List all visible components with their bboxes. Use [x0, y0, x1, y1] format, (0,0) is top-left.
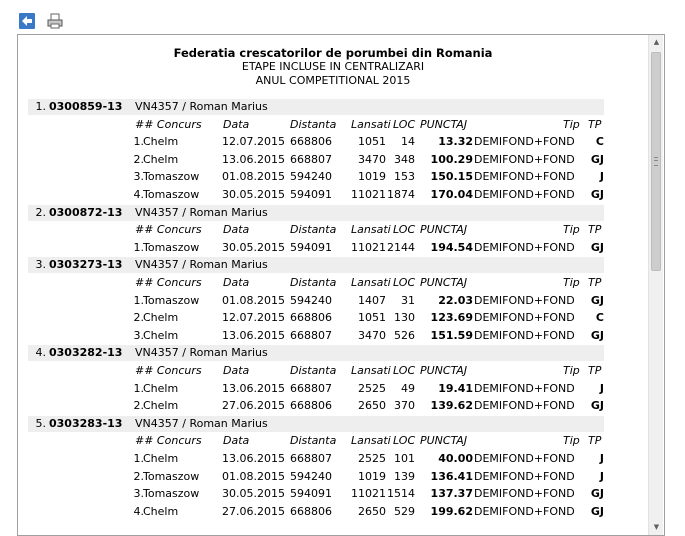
- column-header-type: Tip: [563, 434, 580, 448]
- race-nr: 2.: [133, 469, 144, 483]
- column-header-date: Data: [223, 223, 250, 237]
- race-score: 123.69: [430, 311, 473, 325]
- race-date: 27.06.2015: [222, 399, 285, 413]
- pigeon-ring: 0303273-13: [49, 258, 123, 272]
- pigeon-ring: 0300872-13: [49, 205, 123, 219]
- back-arrow-icon[interactable]: [18, 12, 36, 30]
- race-released: 11021: [351, 240, 386, 254]
- race-released: 1051: [358, 135, 386, 149]
- race-tp: C: [595, 311, 604, 325]
- race-score: 137.37: [430, 487, 473, 501]
- race-distance: 594091: [290, 188, 332, 201]
- race-tp: GJ: [590, 487, 604, 501]
- race-nr: 1.: [133, 240, 144, 254]
- race-type: DEMIFOND+FOND: [474, 381, 575, 395]
- race-concurs: Tomaszow: [143, 170, 200, 184]
- race-nr: 2.: [133, 399, 144, 413]
- race-date: 12.07.2015: [222, 311, 285, 325]
- pigeon-ring: 0300859-13: [49, 100, 123, 113]
- column-header-score: PUNCTAJ: [420, 276, 468, 289]
- pigeon-owner: VN4357 / Roman Marius: [135, 100, 268, 113]
- race-released: 1019: [358, 170, 386, 184]
- column-header-distance: Distanta: [290, 276, 337, 289]
- column-header-date: Data: [223, 276, 250, 289]
- race-released: 11021: [351, 487, 386, 501]
- race-tp: GJ: [590, 328, 604, 342]
- pigeon-index: 4.: [35, 346, 46, 360]
- race-concurs: Chelm: [143, 311, 179, 325]
- race-concurs: Tomaszow: [143, 487, 200, 501]
- race-type: DEMIFOND+FOND: [474, 452, 575, 465]
- race-type: DEMIFOND+FOND: [474, 170, 575, 184]
- race-date: 13.06.2015: [222, 328, 285, 342]
- column-header-place: LOC: [393, 364, 416, 377]
- race-tp: J: [599, 170, 604, 184]
- column-header-tp: TP: [588, 117, 602, 131]
- race-released: 2525: [358, 381, 386, 395]
- race-concurs: Chelm: [143, 135, 179, 149]
- pigeon-owner: VN4357 / Roman Marius: [135, 346, 268, 360]
- race-nr: 1.: [133, 135, 144, 149]
- column-header-date: Data: [223, 364, 250, 377]
- race-type: DEMIFOND+FOND: [474, 399, 575, 413]
- column-header-tp: TP: [588, 223, 602, 237]
- race-released: 1051: [358, 311, 386, 325]
- race-date: 30.05.2015: [222, 188, 285, 201]
- race-nr: 3.: [133, 170, 144, 184]
- race-tp: J: [599, 469, 604, 483]
- race-place: 31: [401, 293, 415, 307]
- column-header-nr: ## Concurs: [135, 434, 202, 448]
- race-type: DEMIFOND+FOND: [474, 240, 575, 254]
- race-type: DEMIFOND+FOND: [474, 487, 575, 501]
- column-header-released: Lansati: [351, 434, 391, 448]
- race-concurs: Tomaszow: [143, 469, 200, 483]
- race-date: 12.07.2015: [222, 135, 285, 149]
- race-score: 13.32: [438, 135, 473, 149]
- report-year: ANUL COMPETITIONAL 2015: [255, 74, 411, 87]
- race-score: 139.62: [430, 399, 473, 413]
- column-header-released: Lansati: [351, 276, 391, 289]
- race-type: DEMIFOND+FOND: [474, 135, 575, 149]
- race-released: 3470: [358, 152, 386, 166]
- race-tp: GJ: [590, 152, 604, 166]
- race-concurs: Chelm: [143, 399, 179, 413]
- race-date: 01.08.2015: [222, 293, 285, 307]
- column-header-score: PUNCTAJ: [420, 364, 468, 377]
- race-nr: 4.: [133, 188, 144, 201]
- pigeon-index: 1.: [35, 100, 46, 113]
- race-date: 13.06.2015: [222, 152, 285, 166]
- race-distance: 668806: [290, 504, 332, 518]
- grip-icon: [654, 157, 658, 166]
- column-header-released: Lansati: [351, 117, 391, 131]
- race-concurs: Chelm: [143, 504, 179, 518]
- race-distance: 668807: [290, 328, 332, 342]
- race-distance: 594091: [290, 487, 332, 501]
- race-nr: 2.: [133, 311, 144, 325]
- column-header-released: Lansati: [351, 223, 391, 237]
- race-score: 40.00: [438, 452, 473, 465]
- toolbar: [0, 0, 685, 34]
- scrollbar-thumb[interactable]: [651, 52, 661, 271]
- race-concurs: Tomaszow: [143, 240, 200, 254]
- race-score: 136.41: [430, 469, 473, 483]
- column-header-score: PUNCTAJ: [420, 117, 468, 131]
- race-score: 199.62: [430, 504, 473, 518]
- race-distance: 668806: [290, 399, 332, 413]
- race-date: 01.08.2015: [222, 469, 285, 483]
- column-header-nr: ## Concurs: [135, 364, 202, 377]
- column-header-date: Data: [223, 434, 250, 448]
- column-header-tp: TP: [588, 434, 602, 448]
- pigeon-owner: VN4357 / Roman Marius: [135, 416, 268, 430]
- race-date: 13.06.2015: [222, 381, 285, 395]
- scroll-up-arrow-icon[interactable]: ▲: [653, 38, 660, 46]
- pigeon-owner: VN4357 / Roman Marius: [135, 205, 268, 219]
- race-nr: 2.: [133, 152, 144, 166]
- race-distance: 594240: [290, 293, 332, 307]
- race-place: 139: [394, 469, 415, 483]
- race-tp: J: [599, 381, 604, 395]
- race-nr: 4.: [133, 504, 144, 518]
- race-distance: 594091: [290, 240, 332, 254]
- race-nr: 3.: [133, 487, 144, 501]
- column-header-nr: ## Concurs: [135, 223, 202, 237]
- report-title: Federatia crescatorilor de porumbei din Romania: [173, 46, 493, 60]
- race-nr: 1.: [133, 293, 144, 307]
- race-nr: 3.: [133, 328, 144, 342]
- race-place: 348: [394, 152, 415, 166]
- race-place: 130: [394, 311, 415, 325]
- race-date: 27.06.2015: [222, 504, 285, 518]
- race-released: 2525: [358, 452, 386, 465]
- race-place: 14: [401, 135, 415, 149]
- race-released: 1407: [358, 293, 386, 307]
- race-distance: 668806: [290, 135, 332, 149]
- race-distance: 668807: [290, 381, 332, 395]
- column-header-score: PUNCTAJ: [420, 434, 468, 448]
- column-header-type: Tip: [563, 276, 580, 289]
- race-date: 30.05.2015: [222, 487, 285, 501]
- race-tp: GJ: [590, 293, 604, 307]
- pigeon-ring: 0303283-13: [49, 416, 123, 430]
- race-tp: GJ: [590, 240, 604, 254]
- race-concurs: Tomaszow: [143, 293, 200, 307]
- column-header-distance: Distanta: [290, 223, 337, 237]
- race-nr: 1.: [133, 381, 144, 395]
- column-header-date: Data: [223, 117, 250, 131]
- column-header-nr: ## Concurs: [135, 117, 202, 131]
- race-concurs: Chelm: [143, 152, 179, 166]
- column-header-place: LOC: [393, 223, 416, 237]
- race-tp: GJ: [590, 504, 604, 518]
- race-released: 2650: [358, 504, 386, 518]
- race-distance: 668807: [290, 152, 332, 166]
- race-released: 3470: [358, 328, 386, 342]
- race-score: 100.29: [430, 152, 473, 166]
- race-score: 151.59: [430, 328, 473, 342]
- race-place: 1874: [387, 188, 415, 201]
- race-place: 1514: [387, 487, 415, 501]
- race-tp: GJ: [590, 188, 604, 201]
- pigeon-owner: VN4357 / Roman Marius: [135, 258, 268, 272]
- race-type: DEMIFOND+FOND: [474, 311, 575, 325]
- race-nr: 1.: [133, 452, 144, 465]
- race-distance: 668806: [290, 311, 332, 325]
- column-header-place: LOC: [393, 117, 416, 131]
- race-place: 101: [394, 452, 415, 465]
- race-date: 30.05.2015: [222, 240, 285, 254]
- race-place: 2144: [387, 240, 415, 254]
- race-concurs: Chelm: [143, 328, 179, 342]
- race-type: DEMIFOND+FOND: [474, 328, 575, 342]
- race-type: DEMIFOND+FOND: [474, 188, 575, 201]
- report-content: [18, 35, 648, 535]
- column-header-score: PUNCTAJ: [420, 223, 468, 237]
- column-header-type: Tip: [563, 364, 580, 377]
- race-tp: GJ: [590, 399, 604, 413]
- race-type: DEMIFOND+FOND: [474, 152, 575, 166]
- column-header-tp: TP: [588, 364, 602, 377]
- pigeon-ring: 0303282-13: [49, 346, 123, 360]
- race-type: DEMIFOND+FOND: [474, 504, 575, 518]
- report-frame: [17, 34, 665, 536]
- race-score: 194.54: [430, 240, 473, 254]
- race-score: 170.04: [430, 188, 473, 201]
- race-score: 19.41: [438, 381, 473, 395]
- race-tp: C: [595, 135, 604, 149]
- race-distance: 594240: [290, 170, 332, 184]
- race-type: DEMIFOND+FOND: [474, 293, 575, 307]
- race-concurs: Tomaszow: [143, 188, 200, 201]
- printer-icon[interactable]: [46, 12, 64, 30]
- race-tp: J: [599, 452, 604, 465]
- column-header-nr: ## Concurs: [135, 276, 202, 289]
- column-header-place: LOC: [393, 434, 416, 448]
- race-place: 153: [394, 170, 415, 184]
- race-date: 13.06.2015: [222, 452, 285, 465]
- pigeon-index: 3.: [35, 258, 46, 272]
- vertical-scrollbar[interactable]: [648, 35, 663, 535]
- column-header-distance: Distanta: [290, 434, 337, 448]
- column-header-released: Lansati: [351, 364, 391, 377]
- race-score: 22.03: [438, 293, 473, 307]
- race-concurs: Chelm: [143, 452, 179, 465]
- scroll-down-arrow-icon[interactable]: ▼: [653, 523, 660, 531]
- race-place: 49: [401, 381, 415, 395]
- race-distance: 594240: [290, 469, 332, 483]
- race-place: 529: [394, 504, 415, 518]
- race-place: 526: [394, 328, 415, 342]
- pigeon-index: 5.: [35, 416, 46, 430]
- race-concurs: Chelm: [143, 381, 179, 395]
- column-header-distance: Distanta: [290, 117, 337, 131]
- race-released: 2650: [358, 399, 386, 413]
- race-released: 11021: [351, 188, 386, 201]
- column-header-place: LOC: [393, 276, 416, 289]
- race-place: 370: [394, 399, 415, 413]
- race-type: DEMIFOND+FOND: [474, 469, 575, 483]
- column-header-tp: TP: [588, 276, 602, 289]
- race-distance: 668807: [290, 452, 332, 465]
- race-released: 1019: [358, 469, 386, 483]
- race-date: 01.08.2015: [222, 170, 285, 184]
- column-header-type: Tip: [563, 223, 580, 237]
- column-header-distance: Distanta: [290, 364, 337, 377]
- race-score: 150.15: [430, 170, 473, 184]
- column-header-type: Tip: [563, 117, 580, 131]
- pigeon-index: 2.: [35, 205, 46, 219]
- report-subtitle: ETAPE INCLUSE IN CENTRALIZARI: [241, 60, 425, 73]
